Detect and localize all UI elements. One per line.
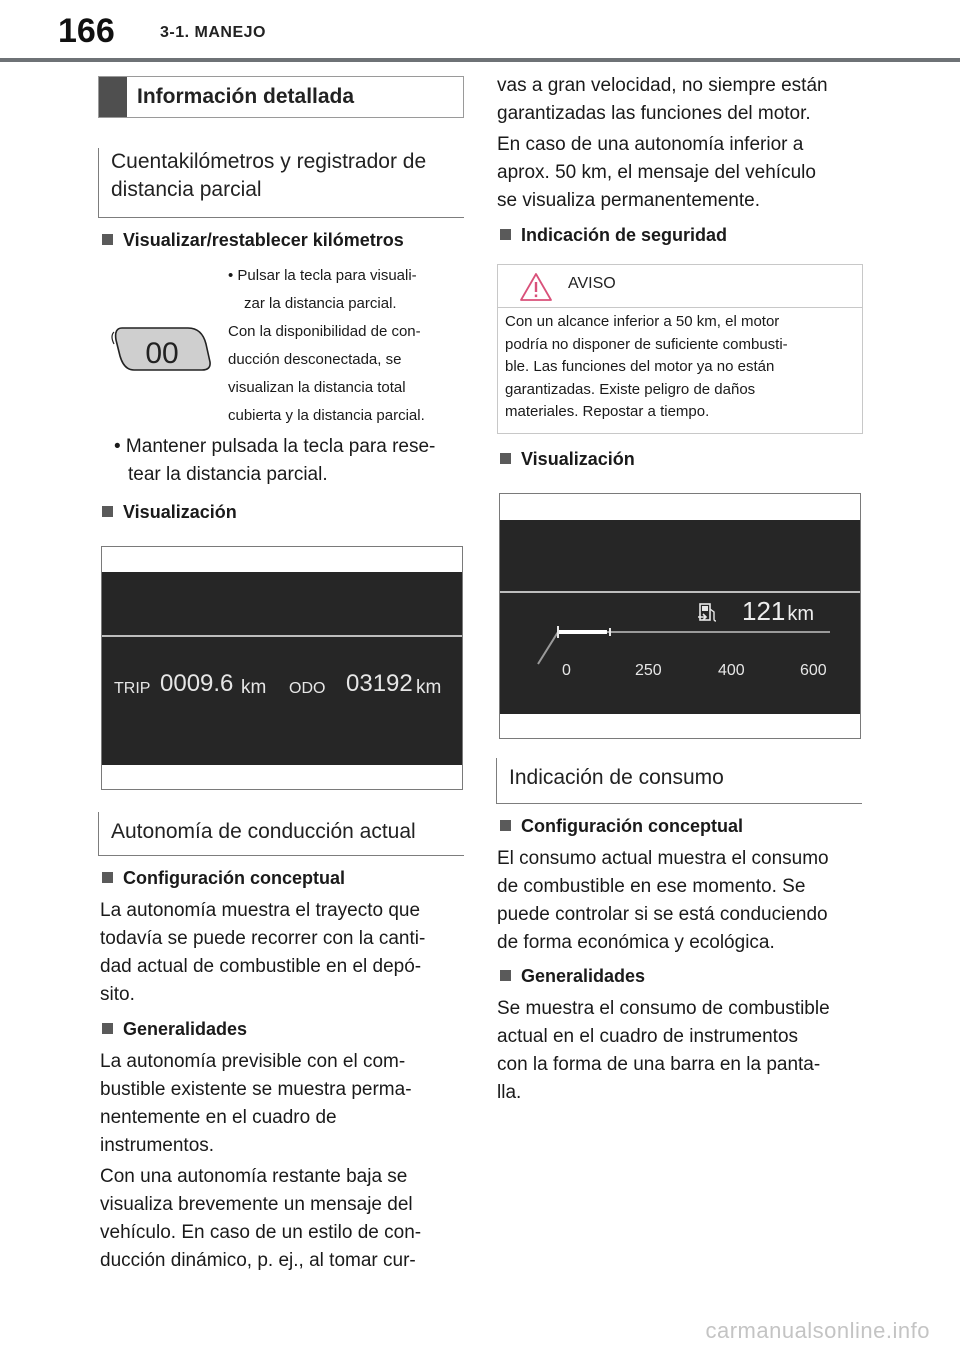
general-right-line1: Se muestra el consumo de combustible <box>497 998 830 1019</box>
range-display <box>499 493 861 739</box>
watermark: carmanualsonline.info <box>705 1318 930 1343</box>
heading-general-left-text: Generalidades <box>123 1019 248 1039</box>
button-note-line3: visualizan la distancia total <box>228 379 406 396</box>
warning-triangle-icon <box>518 271 554 303</box>
square-bullet-icon <box>500 453 511 464</box>
subsection-consumo-title: Indicación de consumo <box>509 766 724 789</box>
warning-line5: materiales. Repostar a tiempo. <box>505 403 710 420</box>
heading-visualizacion-right-text: Visualización <box>521 449 635 469</box>
trip-odo-readout <box>102 670 462 710</box>
heading-config-left-text: Configuración conceptual <box>123 868 346 888</box>
config-text-right <box>497 845 867 957</box>
heading-seguridad-text: Indicación de seguridad <box>521 225 728 245</box>
warning-line3: ble. Las funciones del motor ya no están <box>505 358 775 375</box>
config-left-line2: todavía se puede recorrer con la canti- <box>100 928 426 949</box>
heading-general-right-text: Generalidades <box>521 966 646 986</box>
chapter-title: 3-1. MANEJO <box>160 24 266 41</box>
general-text-left-2 <box>100 1163 470 1275</box>
section-title: Información detallada <box>137 85 355 108</box>
button-note-line1: Con la disponibilidad de con- <box>228 323 421 340</box>
square-bullet-icon <box>500 970 511 981</box>
heading-seguridad <box>500 225 727 246</box>
continued1-line1: vas a gran velocidad, no siempre están <box>497 75 828 96</box>
button-bullet-line1: • Pulsar la tecla para visuali- <box>228 267 417 284</box>
page-number: 166 <box>58 12 115 50</box>
subsection-autonomia <box>98 812 464 856</box>
scale-label-400: 400 <box>718 662 745 679</box>
square-bullet-icon <box>500 229 511 240</box>
trip-unit: km <box>241 677 267 698</box>
range-screen <box>500 520 860 714</box>
general-right-line4: lla. <box>497 1082 522 1103</box>
config-right-line2: de combustible en ese momento. Se <box>497 876 806 897</box>
general-text-right <box>497 995 867 1107</box>
button-bullet <box>228 262 468 318</box>
heading-general-left <box>102 1019 247 1040</box>
config-right-line4: de forma económica y ecológica. <box>497 932 775 953</box>
continued1-line2: garantizadas las funciones del motor. <box>497 103 811 124</box>
warning-box <box>497 264 863 434</box>
general-left2-line4: ducción dinámico, p. ej., al tomar cur- <box>100 1250 416 1271</box>
button-note-line2: ducción desconectada, se <box>228 351 402 368</box>
square-bullet-icon <box>102 1023 113 1034</box>
continued2-line3: se visualiza permanentemente. <box>497 190 760 211</box>
continued2-line1: En caso de una autonomía inferior a <box>497 134 804 155</box>
range-scale <box>500 662 860 686</box>
button-note <box>228 318 468 430</box>
range-divider <box>500 591 860 593</box>
header-rule <box>0 58 960 62</box>
subsection-odometer <box>98 148 464 218</box>
display-divider <box>102 635 462 637</box>
heading-general-right <box>500 966 645 987</box>
subsection-odometer-line2: distancia parcial <box>111 178 262 201</box>
warning-line2: podría no disponer de suficiente combusti- <box>505 335 788 353</box>
continued-text-2 <box>497 131 867 215</box>
button-bullet-line2: zar la distancia parcial. <box>244 295 397 312</box>
square-bullet-icon <box>102 872 113 883</box>
general-left-line4: instrumentos. <box>100 1135 215 1156</box>
general-right-line2: actual en el cuadro de instrumentos <box>497 1026 799 1047</box>
display-screen <box>102 572 462 765</box>
square-bullet-icon <box>102 506 113 517</box>
config-left-line3: dad actual de combustible en el depó- <box>100 956 422 977</box>
trip-odo-display <box>101 546 463 790</box>
warning-line4: garantizadas. Existe peligro de daños <box>505 380 756 398</box>
general-left2-line2: visualiza brevemente un mensaje del <box>100 1194 413 1215</box>
config-left-line1: La autonomía muestra el trayecto que <box>100 900 421 921</box>
warning-line1: Con un alcance inferior a 50 km, el motor <box>505 313 780 330</box>
heading-visualizacion-left <box>102 502 237 523</box>
heading-visualizacion-right <box>500 449 635 470</box>
heading-visualizar-text: Visualizar/restablecer kilómetros <box>123 230 404 250</box>
odo-label: ODO <box>289 680 326 697</box>
range-value: 121 <box>742 596 786 626</box>
general-left2-line3: vehículo. En caso de un estilo de con- <box>100 1222 422 1243</box>
button-note-line4: cubierta y la distancia parcial. <box>228 407 425 424</box>
square-bullet-icon <box>500 820 511 831</box>
scale-label-0: 0 <box>562 662 571 679</box>
range-unit: km <box>787 603 815 625</box>
heading-config-right <box>500 816 743 837</box>
warning-label: AVISO <box>568 275 616 292</box>
continued2-line2: aprox. 50 km, el mensaje del vehículo <box>497 162 816 183</box>
config-right-line1: El consumo actual muestra el consumo <box>497 848 829 869</box>
trip-value: 0009.6 <box>160 670 234 697</box>
square-bullet-icon <box>102 234 113 245</box>
bullet-reset-line2: tear la distancia parcial. <box>128 464 328 485</box>
scale-label-600: 600 <box>800 662 827 679</box>
bullet-reset <box>114 433 474 489</box>
warning-body <box>505 311 855 424</box>
bullet-reset-line1: • Mantener pulsada la tecla para rese- <box>114 436 436 457</box>
section-bar <box>99 77 127 117</box>
general-left-line3: nentemente en el cuadro de <box>100 1107 337 1128</box>
reset-button-icon <box>110 322 214 374</box>
odo-unit: km <box>416 677 442 698</box>
odo-value: 03192 <box>346 670 413 697</box>
general-text-left-1 <box>100 1048 470 1160</box>
continued-text-1 <box>497 72 867 128</box>
heading-visualizacion-left-text: Visualización <box>123 502 237 522</box>
general-left2-line1: Con una autonomía restante baja se <box>100 1166 408 1187</box>
subsection-odometer-line1: Cuentakilómetros y registrador de <box>111 150 427 173</box>
heading-config-right-text: Configuración conceptual <box>521 816 744 836</box>
general-left-line2: bustible existente se muestra perma- <box>100 1079 412 1100</box>
warning-header <box>498 265 862 308</box>
scale-label-250: 250 <box>635 662 662 679</box>
subsection-consumo <box>496 758 862 804</box>
general-right-line3: con la forma de una barra en la panta- <box>497 1054 821 1075</box>
heading-visualizar <box>102 230 404 251</box>
heading-config-left <box>102 868 345 889</box>
config-right-line3: puede controlar si se está conduciendo <box>497 904 828 925</box>
subsection-autonomia-title: Autonomía de conducción actual <box>111 820 416 843</box>
config-left-line4: sito. <box>100 984 135 1005</box>
section-title-box <box>98 76 464 118</box>
general-left-line1: La autonomía previsible con el com- <box>100 1051 406 1072</box>
trip-label: TRIP <box>114 680 151 697</box>
config-text-left <box>100 897 470 1009</box>
reset-button-label: 00 <box>145 337 179 370</box>
